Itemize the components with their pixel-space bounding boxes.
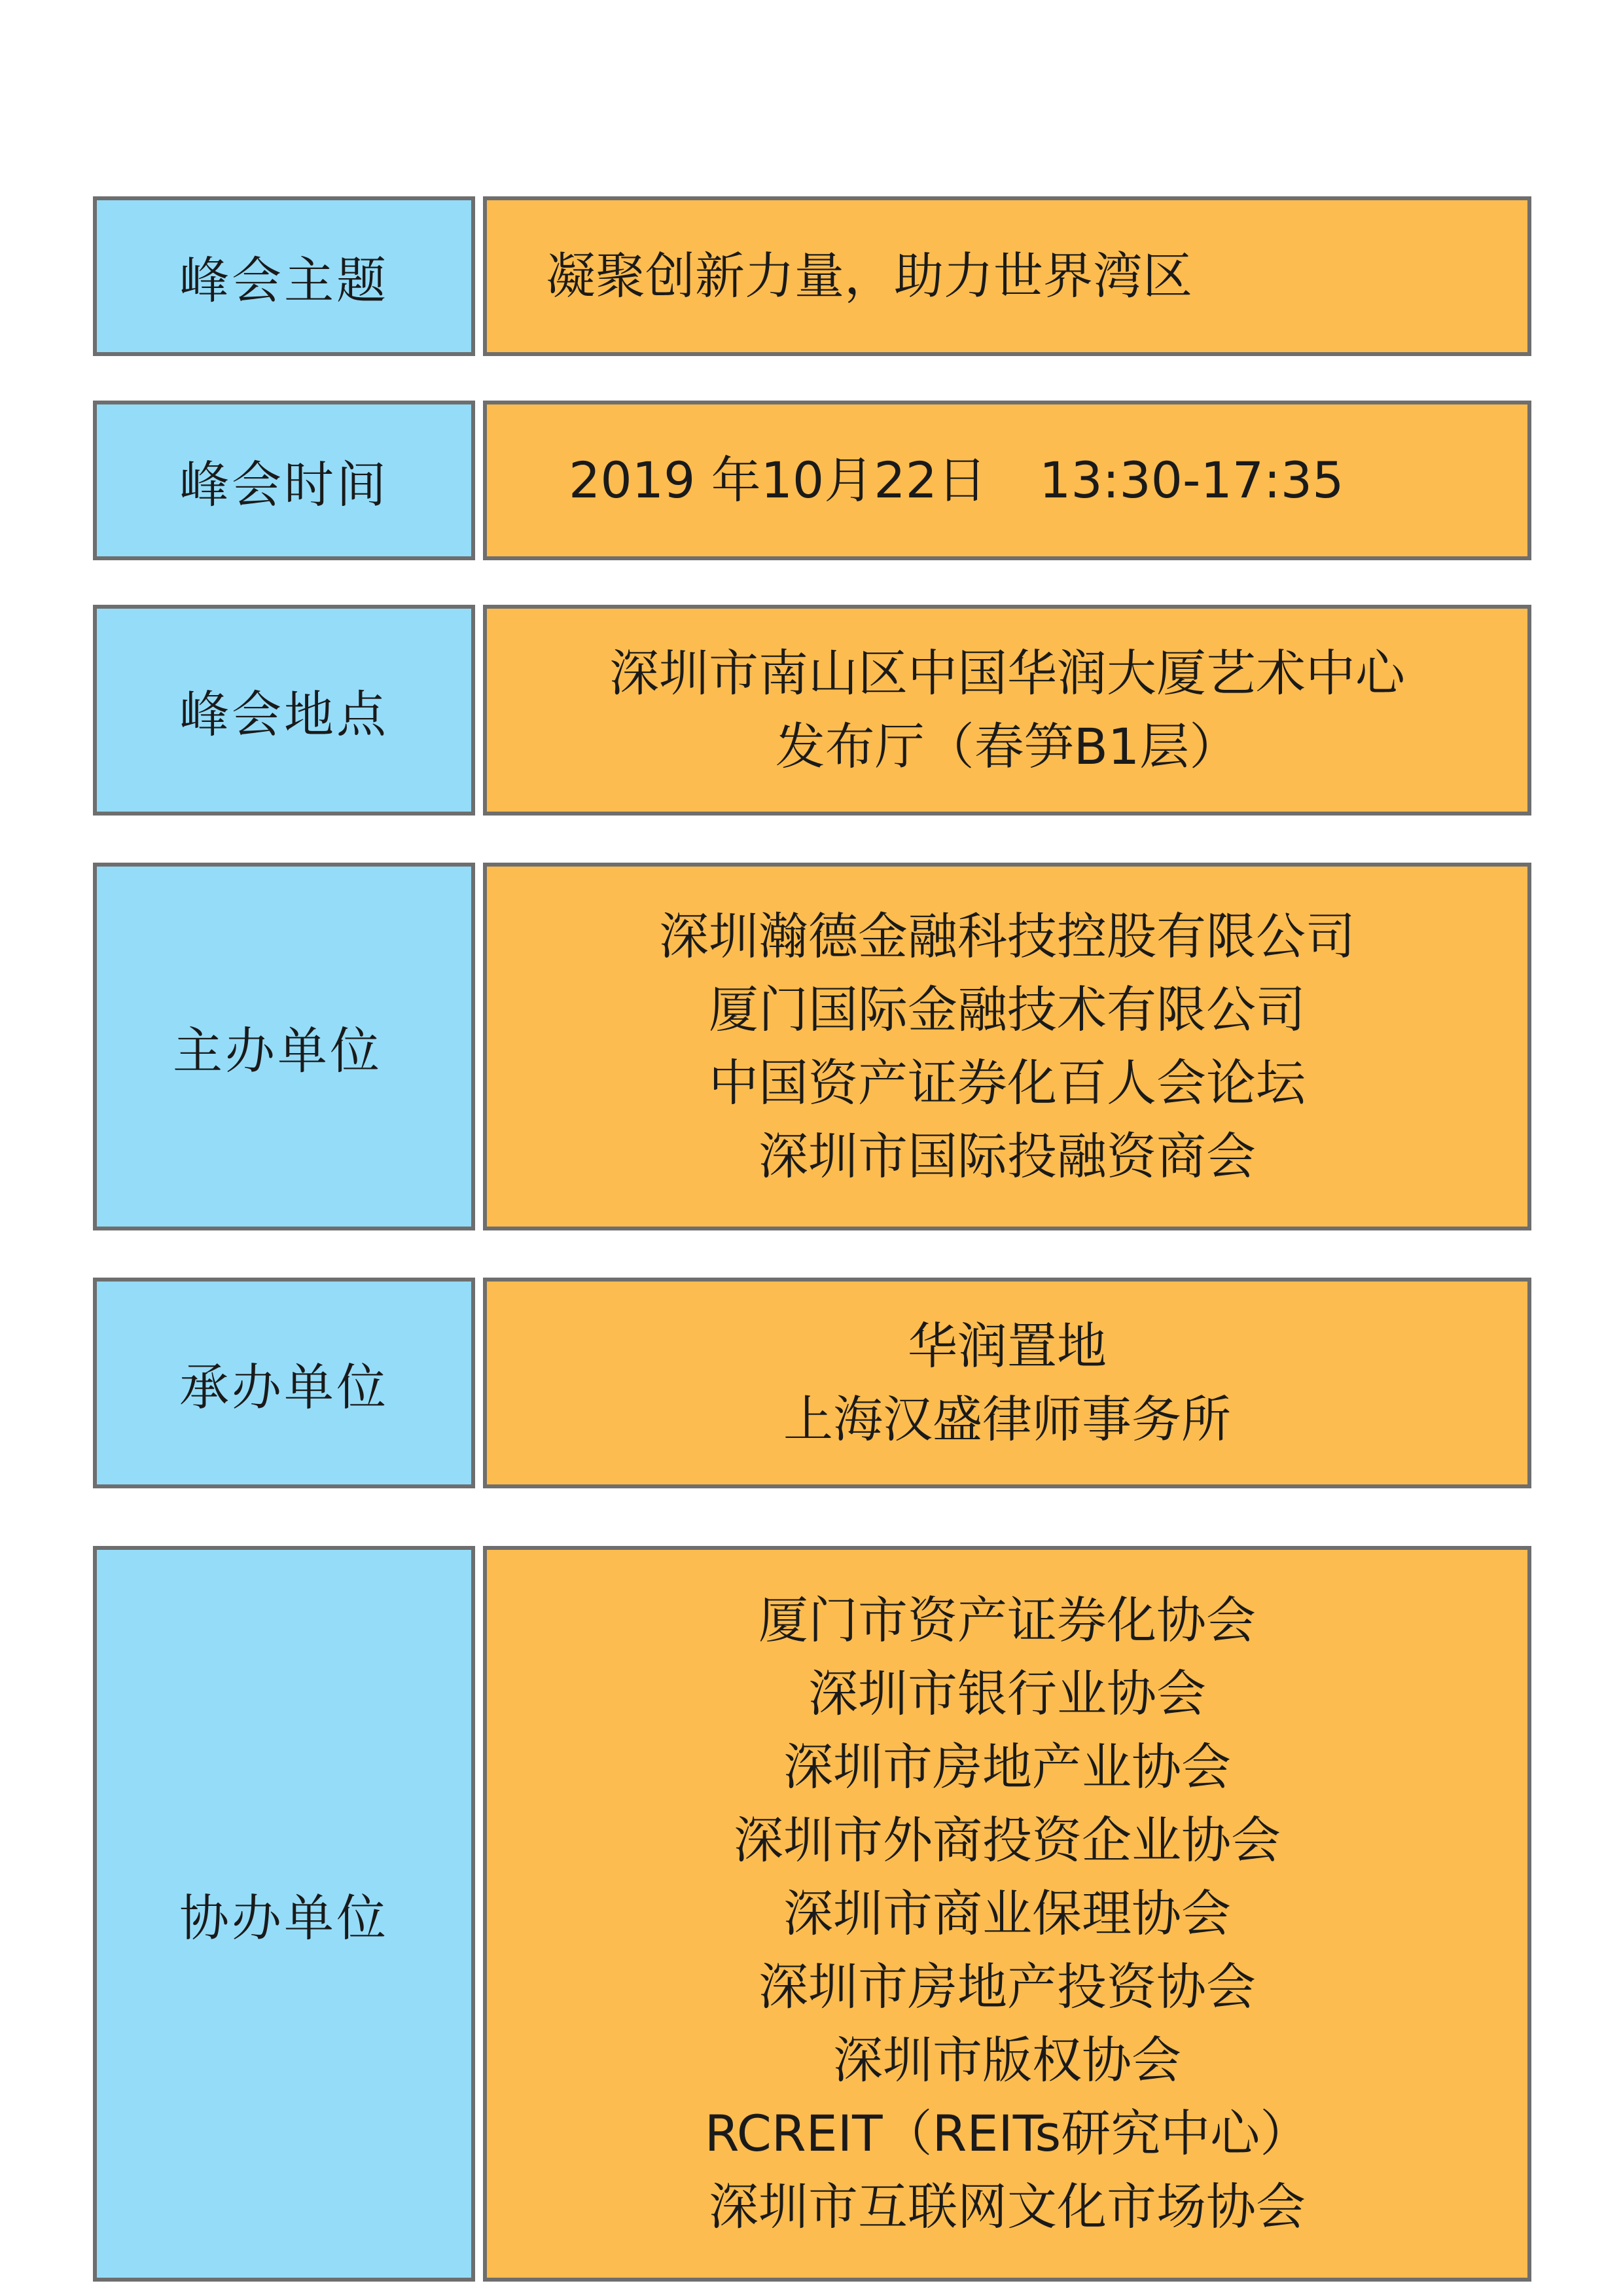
summit-theme-value [483,196,1531,356]
summit-theme-label: 峰会主题 [93,196,475,356]
organizer-item: 深圳瀚德金融科技控股有限公司 [659,907,1355,965]
summit-time-text: 13:30-17:35 [1039,451,1344,509]
summit-date-text: 2019 年10月22日 [569,451,987,509]
organizers-label: 主办单位 [93,863,475,1230]
co-organizer-item: 深圳市房地产业协会 [783,1738,1231,1796]
host-item: 上海汉盛律师事务所 [783,1390,1231,1448]
summit-time-row [93,401,1531,560]
summit-time-label: 峰会时间 [93,401,475,560]
venue-line: 发布厅（春笋B1层） [775,717,1240,776]
summit-venue-label: 峰会地点 [93,605,475,816]
venue-line: 深圳市南山区中国华润大厦艺术中心 [609,644,1405,702]
organizer-item: 深圳市国际投融资商会 [758,1127,1256,1185]
host-item: 华润置地 [908,1317,1107,1375]
summit-venue-value [483,605,1531,816]
co-organizers-value [483,1546,1531,2282]
co-organizer-item: 厦门市资产证券化协会 [758,1591,1256,1649]
co-organizers-label: 协办单位 [93,1546,475,2282]
organizer-item: 中国资产证券化百人会论坛 [709,1054,1306,1112]
co-organizer-item: 深圳市商业保理协会 [783,1884,1231,1943]
hosts-row [93,1278,1531,1488]
co-organizer-item: 深圳市外商投资企业协会 [734,1811,1281,1869]
organizer-item: 厦门国际金融技术有限公司 [709,980,1306,1039]
co-organizer-item: RCREIT（REITs研究中心） [704,2104,1310,2162]
co-organizer-item: 深圳市房地产投资协会 [758,1958,1256,2016]
summit-venue-row [93,605,1531,816]
summit-theme-row [93,196,1531,356]
co-organizer-item: 深圳市互联网文化市场协会 [709,2178,1306,2236]
hosts-label: 承办单位 [93,1278,475,1488]
co-organizer-item: 深圳市银行业协会 [808,1664,1206,1723]
co-organizer-item: 深圳市版权协会 [833,2031,1181,2089]
hosts-value [483,1278,1531,1488]
summit-theme-text: 凝聚创新力量，助力世界湾区 [546,247,1192,305]
organizers-value [483,863,1531,1230]
co-organizers-row [93,1546,1531,2282]
organizers-row [93,863,1531,1230]
summit-time-value [483,401,1531,560]
